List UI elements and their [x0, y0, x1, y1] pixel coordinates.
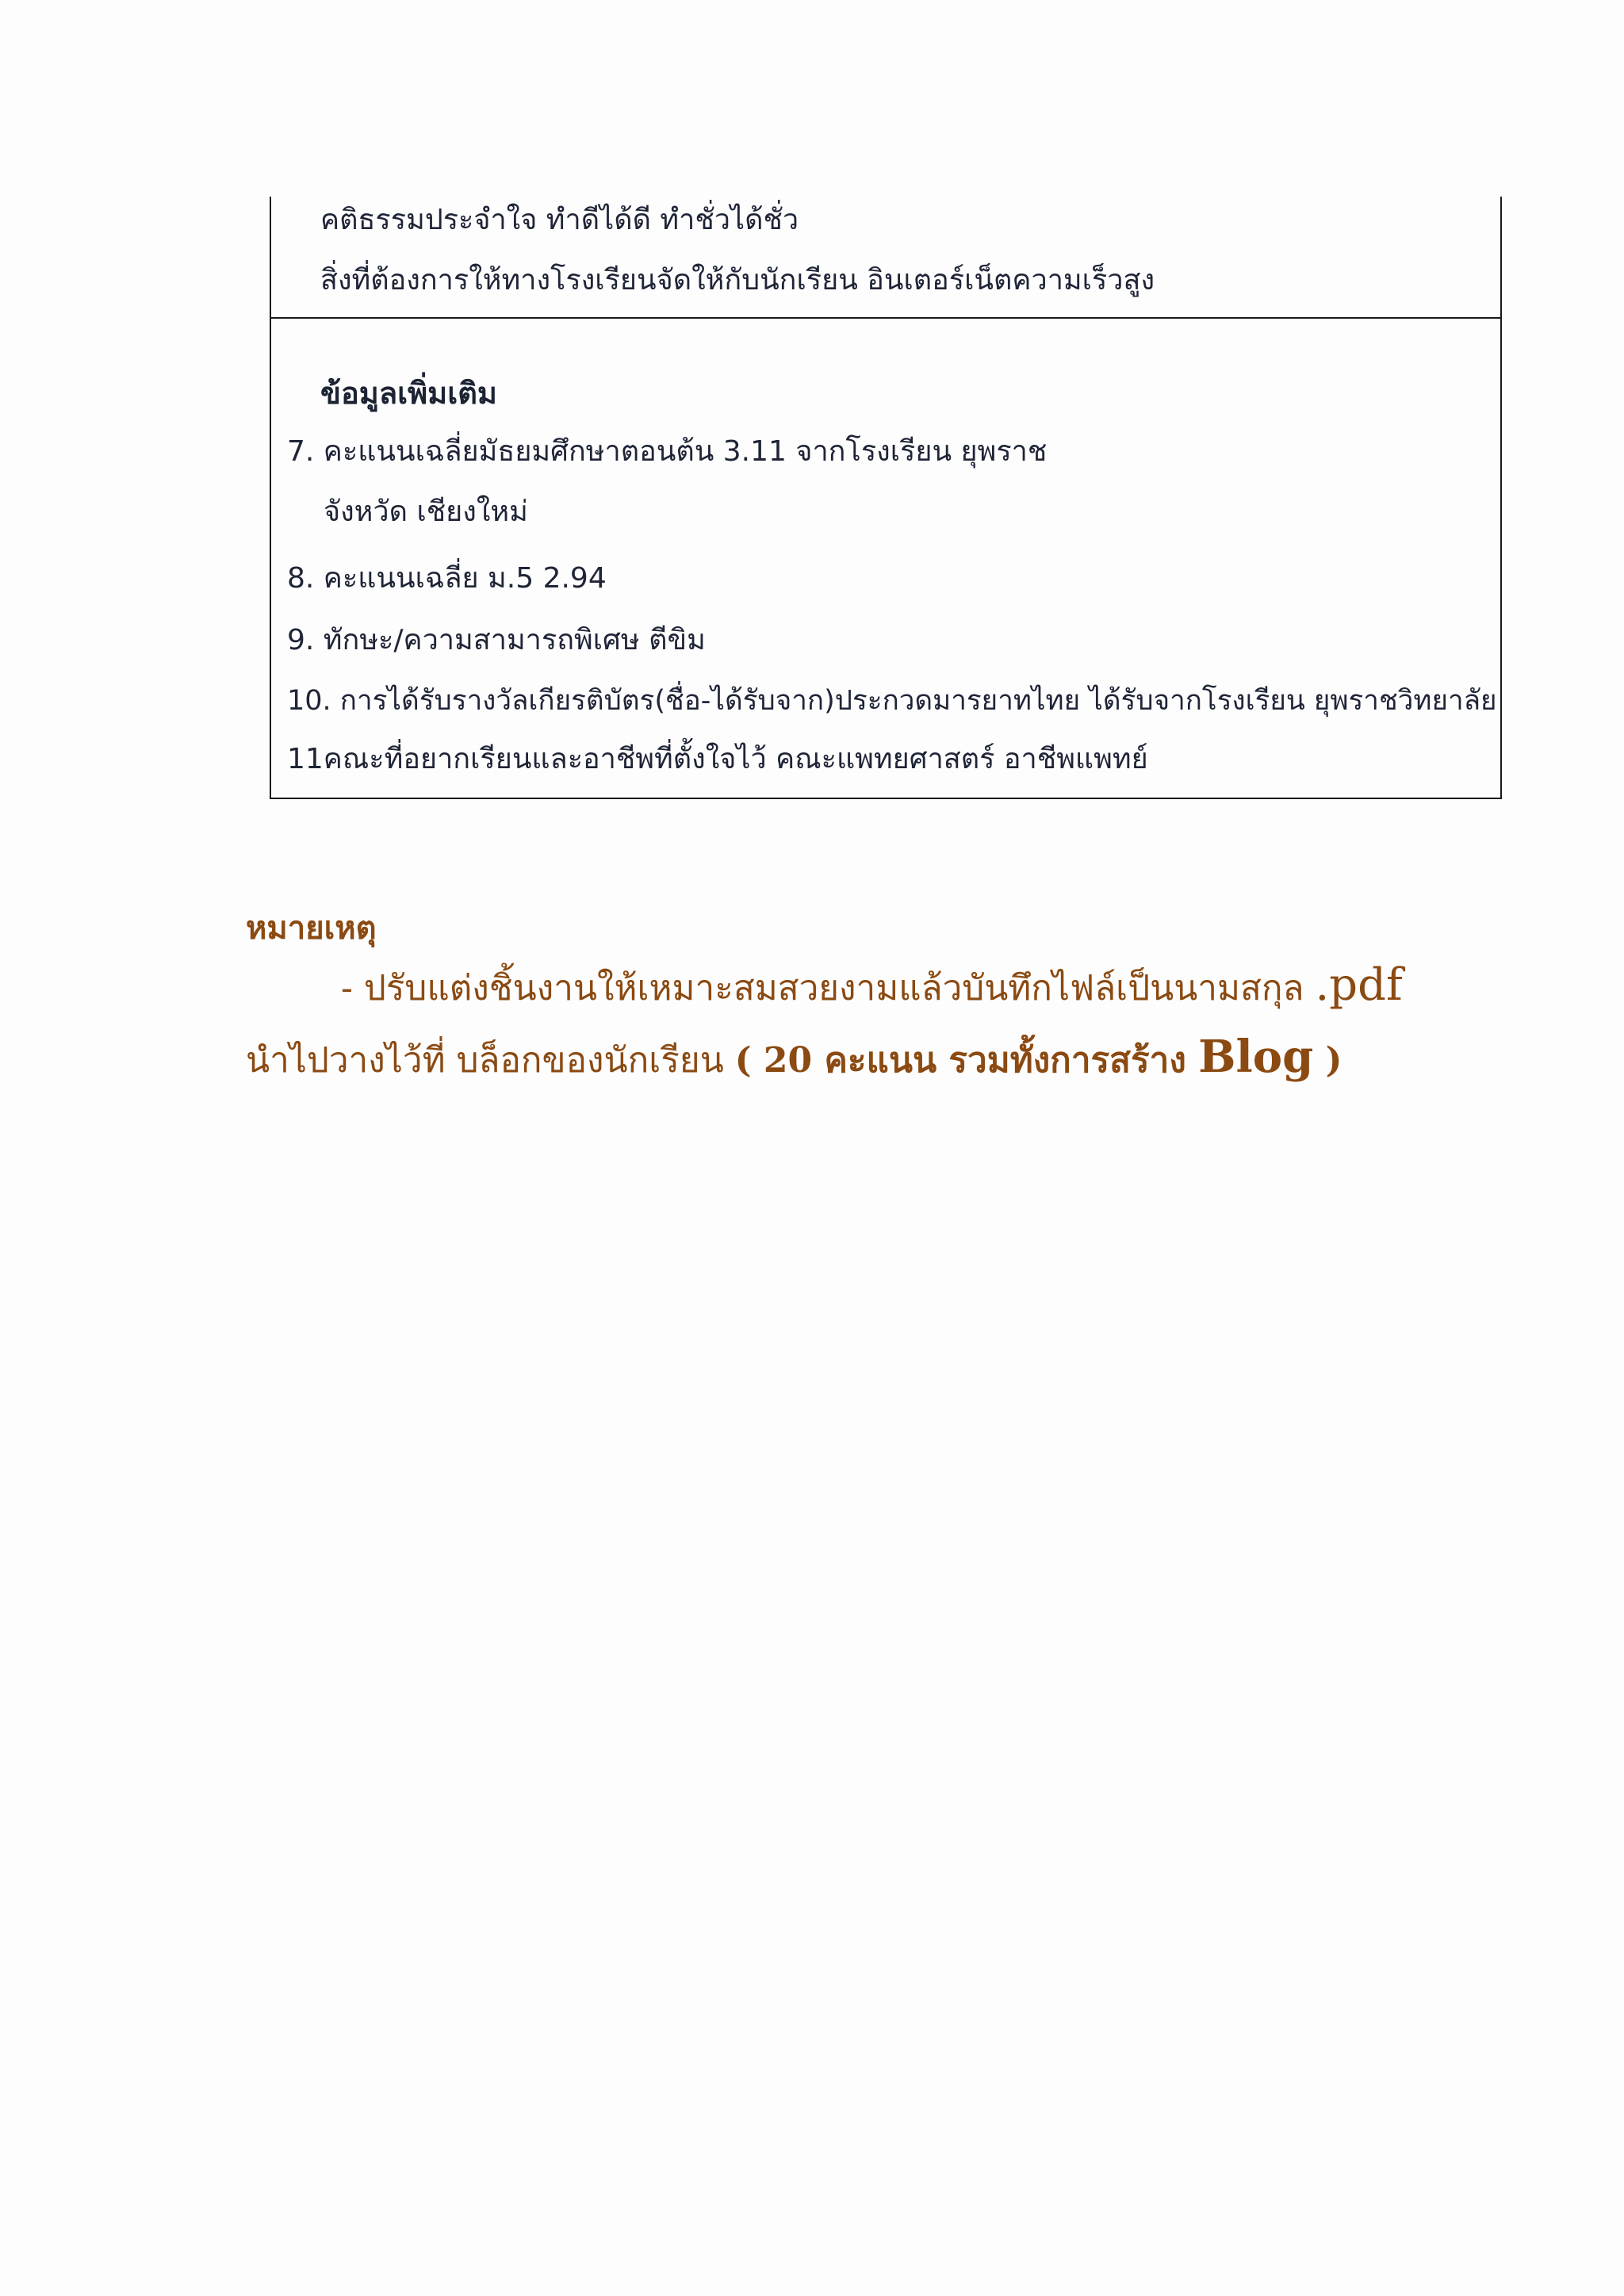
table-row-motto — [271, 197, 1500, 319]
request-text: สิ่งที่ต้องการให้ทางโรงเรียนจัดให้กับนักเรียน อินเตอร์เน็ตความเร็วสูง — [320, 264, 1155, 297]
table-row-additional-info — [271, 319, 1500, 799]
note-line-1 — [341, 959, 1403, 1016]
note-line-2 — [246, 1031, 1342, 1088]
score-text: ( 20 คะแนน รวมทั้งการสร้าง — [734, 1040, 1199, 1081]
additional-info-heading: ข้อมูลเพิ่มเติม — [320, 375, 497, 411]
note-line-2-text: นำไปวางไว้ที่ บล็อกของนักเรียน — [246, 1040, 735, 1081]
note-title: หมายเหตุ — [246, 909, 377, 947]
item-11: 11คณะที่อยากเรียนและอาชีพที่ตั้งใจไว้ คณะแพทยศาสตร์ อาชีพแพทย์ — [287, 743, 1148, 775]
info-table — [270, 197, 1502, 799]
item-8: 8. คะแนนเฉลี่ย ม.5 2.94 — [287, 562, 607, 595]
blog-word: Blog — [1198, 1031, 1314, 1083]
note-line-1-text: - ปรับแต่งชิ้นงานให้เหมาะสมสวยงามแล้วบันทึกไฟล์เป็นนามสกุล — [341, 968, 1316, 1008]
item-7-line-2: จังหวัด เชียงใหม่ — [324, 496, 528, 528]
pdf-extension: .pdf — [1315, 959, 1403, 1011]
score-close: ) — [1313, 1040, 1342, 1081]
item-10: 10. การได้รับรางวัลเกียรติบัตร(ชื่อ-ได้รับจาก)ประกวดมารยาทไทย ได้รับจากโรงเรียน ยุพราชวิทยาลัย — [287, 685, 1497, 717]
item-9: 9. ทักษะ/ความสามารถพิเศษ ตีขิม — [287, 624, 706, 656]
item-7-line-1: 7. คะแนนเฉลี่ยมัธยมศึกษาตอนต้น 3.11 จากโรงเรียน ยุพราช — [287, 435, 1048, 468]
motto-text: คติธรรมประจำใจ ทำดีได้ดี ทำชั่วได้ชั่ว — [320, 204, 799, 236]
